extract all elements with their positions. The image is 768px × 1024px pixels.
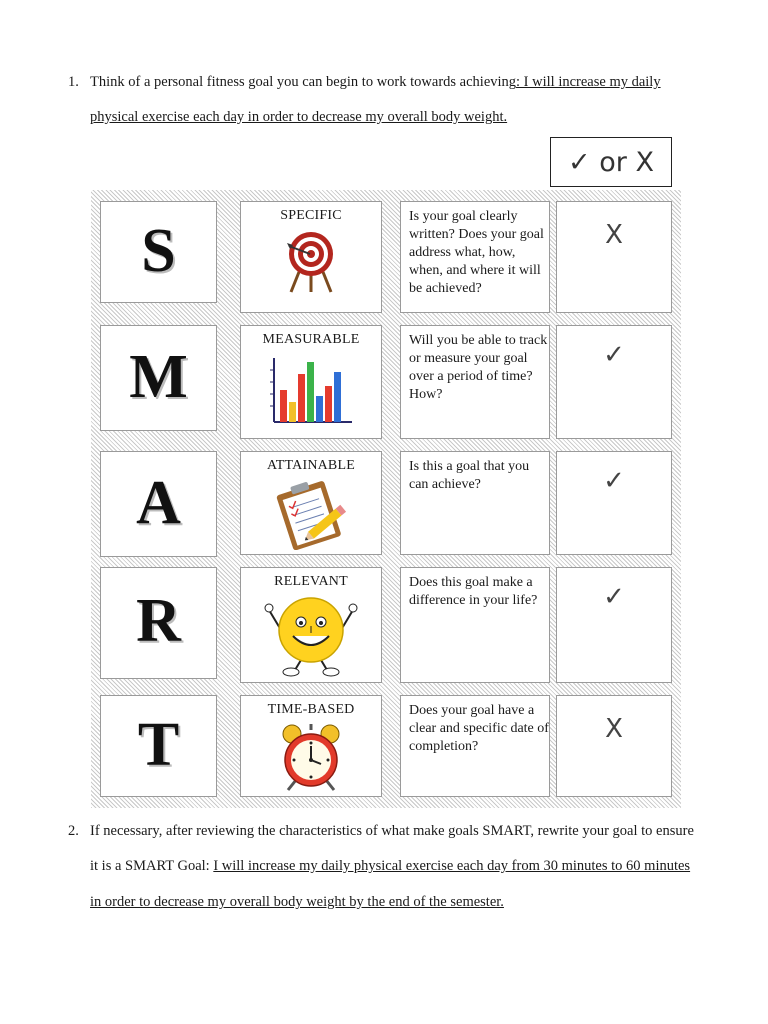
smart-table [91,190,681,808]
category-label: ATTAINABLE [267,458,355,473]
letter-cell-t [101,696,216,796]
question-2-answer-part-2: in order to decrease my overall body weight by the end of the semester. [90,894,504,910]
smart-letter: S [141,217,176,285]
question-2-prompt-end: it is a SMART Goal: [90,858,214,874]
criteria-question: Does this goal make a difference in your life? [409,575,538,608]
criteria-question: Does your goal have a clear and specific date of completion? [409,703,549,754]
question-2-answer-part-1: I will increase my daily physical exercise each day from 30 minutes to 60 minutes [213,858,691,874]
criteria-question: Is your goal clearly written? Does your goal address what, how, when, and where it will be achieved? [409,209,544,296]
criteria-question: Will you be able to track or measure your goal over a period of time? How? [409,333,548,402]
bar-chart-icon [268,356,354,433]
check-mark: ✓ [603,582,625,612]
question-cell-attainable [401,452,549,554]
question-cell-specific [401,202,549,312]
criteria-question: Is this a goal that you can achieve? [409,459,530,492]
question-cell-time-based [401,696,549,796]
category-cell-relevant [241,568,381,682]
category-label: TIME-BASED [267,702,355,717]
clipboard-pencil-icon [266,478,356,555]
check-mark: ✓ [603,340,625,370]
category-cell-attainable [241,452,381,554]
smart-letter: R [136,587,181,655]
smart-letter: M [129,343,188,411]
smiley-character-icon [263,590,359,685]
category-label: RELEVANT [274,574,348,589]
category-cell-time-based [241,696,381,796]
letter-cell-a [101,452,216,556]
mark-cell-relevant [557,568,671,682]
alarm-clock-icon [276,720,346,799]
category-label: MEASURABLE [262,332,360,347]
category-cell-specific [241,202,381,312]
question-cell-relevant [401,568,549,682]
category-cell-measurable [241,326,381,438]
letter-cell-m [101,326,216,430]
x-mark: X [605,220,623,250]
letter-cell-s [101,202,216,302]
question-1-answer-part-1: : I will increase my daily [516,74,661,90]
question-1-number: 1. [68,74,79,90]
question-1-line-1 [90,73,661,91]
letter-cell-r [101,568,216,678]
question-cell-measurable [401,326,549,438]
target-icon [283,228,339,299]
category-label: SPECIFIC [280,208,342,223]
mark-cell-specific [557,202,671,312]
check-mark: ✓ [603,466,625,496]
question-2-line-2 [90,857,690,875]
mark-cell-time-based [557,696,671,796]
smart-letter: A [136,469,181,537]
question-2-prompt: If necessary, after reviewing the characteristics of what make goals SMART, rewrite your goal to ensure [90,823,694,839]
mark-cell-attainable [557,452,671,554]
check-or-x-header: ✓ or X [550,137,672,187]
mark-cell-measurable [557,326,671,438]
x-mark: X [605,714,623,744]
question-1 [0,73,768,133]
question-2 [0,822,768,912]
question-1-answer-part-2: physical exercise each day in order to decrease my overall body weight. [90,109,508,125]
question-2-number: 2. [68,823,79,839]
question-1-prompt: Think of a personal fitness goal you can begin to work towards achieving [90,74,517,90]
smart-letter: T [137,711,180,779]
